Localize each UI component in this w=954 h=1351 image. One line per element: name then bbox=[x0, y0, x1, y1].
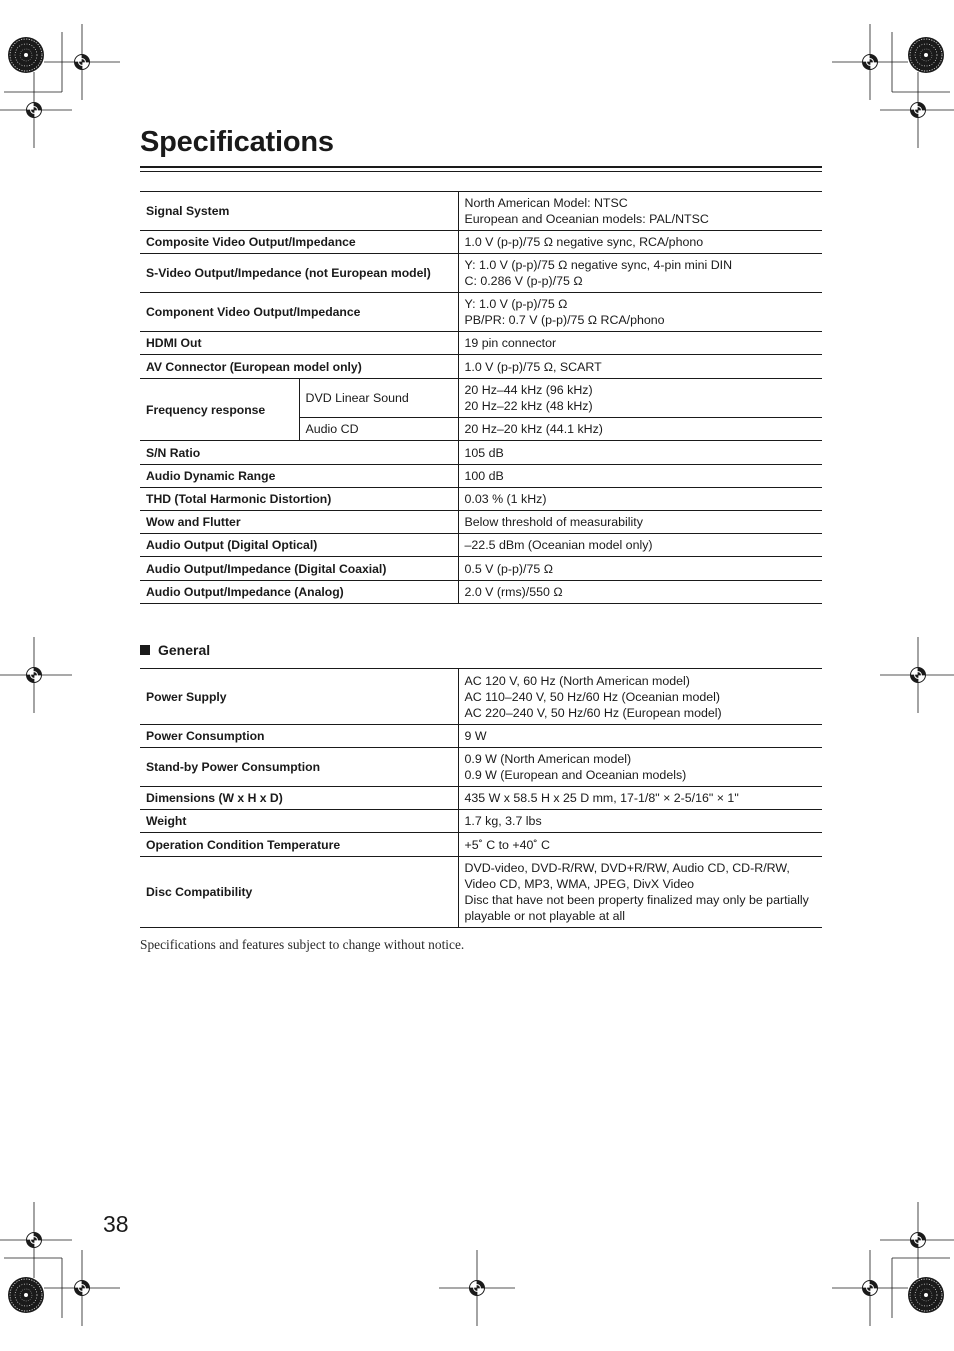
spec-value bbox=[458, 581, 822, 604]
spec-sublabel: DVD Linear Sound bbox=[299, 379, 458, 418]
title-rule bbox=[140, 166, 822, 168]
spec-value bbox=[458, 669, 822, 725]
spec-value-line: 20 Hz–22 kHz (48 kHz) bbox=[464, 399, 593, 413]
spec-value-line: 19 pin connector bbox=[464, 336, 557, 350]
spec-label: Component Video Output/Impedance bbox=[140, 293, 458, 332]
spec-value bbox=[458, 231, 822, 254]
page-number: 38 bbox=[103, 1211, 129, 1237]
spec-label: Weight bbox=[140, 810, 458, 833]
spec-value-line: 2.0 V (rms)/550 Ω bbox=[464, 585, 563, 599]
spec-value-line: AC 120 V, 60 Hz (North American model) bbox=[464, 673, 690, 688]
spec-label: AV Connector (European model only) bbox=[140, 355, 458, 379]
table-row bbox=[140, 511, 822, 534]
spec-value-line: AC 110–240 V, 50 Hz/60 Hz (Oceanian model) bbox=[464, 689, 721, 704]
footnote: Specifications and features subject to change without notice. bbox=[140, 937, 465, 952]
general-spec-table bbox=[140, 668, 822, 928]
table-row bbox=[140, 534, 822, 557]
spec-value bbox=[458, 511, 822, 534]
general-heading-label: General bbox=[158, 642, 211, 658]
spec-value bbox=[458, 192, 822, 231]
table-row bbox=[140, 669, 822, 725]
spec-value bbox=[458, 857, 822, 928]
spec-value-line: –22.5 dBm (Oceanian model only) bbox=[464, 538, 653, 552]
spec-label: Power Supply bbox=[140, 669, 458, 725]
table-row bbox=[140, 192, 822, 231]
spec-value-line: 0.5 V (p-p)/75 Ω bbox=[464, 561, 553, 576]
spec-value bbox=[458, 488, 822, 511]
square-bullet-icon bbox=[140, 645, 150, 655]
spec-label: S-Video Output/Impedance (not European model) bbox=[140, 254, 458, 293]
spec-value bbox=[458, 379, 822, 418]
spec-value bbox=[458, 810, 822, 833]
table-row bbox=[140, 355, 822, 379]
spec-label: Operation Condition Temperature bbox=[140, 833, 458, 857]
spec-label: Audio Output/Impedance (Digital Coaxial) bbox=[140, 557, 458, 581]
spec-label: S/N Ratio bbox=[140, 441, 458, 465]
spec-value-line: 100 dB bbox=[464, 469, 504, 483]
spec-value-line: 1.7 kg, 3.7 lbs bbox=[464, 814, 542, 828]
spec-label: Frequency response bbox=[140, 379, 299, 441]
spec-label: Disc Compatibility bbox=[140, 857, 458, 928]
spec-value-line: AC 220–240 V, 50 Hz/60 Hz (European model) bbox=[464, 705, 722, 720]
spec-value bbox=[458, 534, 822, 557]
spec-label: Stand-by Power Consumption bbox=[140, 748, 458, 787]
video-audio-spec-table bbox=[140, 191, 822, 604]
spec-value bbox=[458, 332, 822, 355]
table-row bbox=[140, 379, 822, 418]
table-row bbox=[140, 787, 822, 810]
spec-value-line: +5˚ C to +40˚ C bbox=[464, 837, 550, 852]
spec-value-line: 105 dB bbox=[464, 445, 504, 460]
table-row bbox=[140, 725, 822, 748]
spec-value-line: Below threshold of measurability bbox=[464, 515, 643, 529]
table-row bbox=[140, 557, 822, 581]
spec-label: Audio Output/Impedance (Analog) bbox=[140, 581, 458, 604]
spec-value bbox=[458, 833, 822, 857]
table-row bbox=[140, 581, 822, 604]
table-row bbox=[140, 332, 822, 355]
spec-value bbox=[458, 418, 822, 441]
spec-value-line: 1.0 V (p-p)/75 Ω negative sync, RCA/phono bbox=[464, 235, 704, 249]
table-row bbox=[140, 231, 822, 254]
spec-label: Wow and Flutter bbox=[140, 511, 458, 534]
spec-value-line: 20 Hz–44 kHz (96 kHz) bbox=[464, 383, 593, 397]
table-row bbox=[140, 488, 822, 511]
spec-value-line: Y: 1.0 V (p-p)/75 Ω bbox=[464, 297, 568, 311]
spec-value-line: European and Oceanian models: PAL/NTSC bbox=[464, 212, 709, 226]
spec-value-line: 1.0 V (p-p)/75 Ω, SCART bbox=[464, 359, 602, 374]
table-row bbox=[140, 293, 822, 332]
spec-value bbox=[458, 254, 822, 293]
table-row bbox=[140, 833, 822, 857]
spec-label: Power Consumption bbox=[140, 725, 458, 748]
spec-value-line: 0.03 % (1 kHz) bbox=[464, 492, 547, 506]
spec-value-line: 9 W bbox=[464, 729, 487, 743]
spec-label: Composite Video Output/Impedance bbox=[140, 231, 458, 254]
spec-label: Audio Output (Digital Optical) bbox=[140, 534, 458, 557]
spec-value-line: PB/PR: 0.7 V (p-p)/75 Ω RCA/phono bbox=[464, 313, 665, 327]
page-title: Specifications bbox=[140, 126, 334, 158]
spec-label: Audio Dynamic Range bbox=[140, 465, 458, 488]
spec-value bbox=[458, 787, 822, 810]
spec-value bbox=[458, 293, 822, 332]
general-section-heading bbox=[140, 642, 210, 658]
table-row bbox=[140, 254, 822, 293]
spec-value-line: Y: 1.0 V (p-p)/75 Ω negative sync, 4-pin mini DIN bbox=[464, 258, 733, 272]
spec-label: HDMI Out bbox=[140, 332, 458, 355]
table-row bbox=[140, 857, 822, 928]
spec-value-line: 20 Hz–20 kHz (44.1 kHz) bbox=[464, 422, 603, 436]
spec-value-line: Disc that have not been property finalized may only be partially bbox=[464, 893, 809, 907]
spec-value bbox=[458, 465, 822, 488]
spec-sublabel: Audio CD bbox=[299, 418, 458, 441]
spec-value bbox=[458, 748, 822, 787]
spec-value-line: 0.9 W (North American model) bbox=[464, 752, 632, 766]
spec-value-line: Video CD, MP3, WMA, JPEG, DivX Video bbox=[464, 877, 695, 891]
spec-value-line: 0.9 W (European and Oceanian models) bbox=[464, 768, 687, 782]
spec-value-line: C: 0.286 V (p-p)/75 Ω bbox=[464, 274, 583, 288]
table-row bbox=[140, 465, 822, 488]
spec-value-line: North American Model: NTSC bbox=[464, 196, 628, 210]
spec-label: Dimensions (W x H x D) bbox=[140, 787, 458, 810]
spec-value bbox=[458, 557, 822, 581]
spec-value-line: DVD-video, DVD-R/RW, DVD+R/RW, Audio CD, CD-R/RW, bbox=[464, 861, 790, 875]
spec-value bbox=[458, 725, 822, 748]
spec-label: THD (Total Harmonic Distortion) bbox=[140, 488, 458, 511]
spec-label: Signal System bbox=[140, 192, 458, 231]
spec-value bbox=[458, 441, 822, 465]
spec-value-line: 435 W x 58.5 H x 25 D mm, 17-1/8" × 2-5/16" × 1" bbox=[464, 791, 739, 805]
table-row bbox=[140, 810, 822, 833]
title-rule-thin bbox=[140, 171, 822, 172]
table-row bbox=[140, 748, 822, 787]
table-row bbox=[140, 441, 822, 465]
spec-value bbox=[458, 355, 822, 379]
spec-value-line: playable or not playable at all bbox=[464, 909, 625, 923]
